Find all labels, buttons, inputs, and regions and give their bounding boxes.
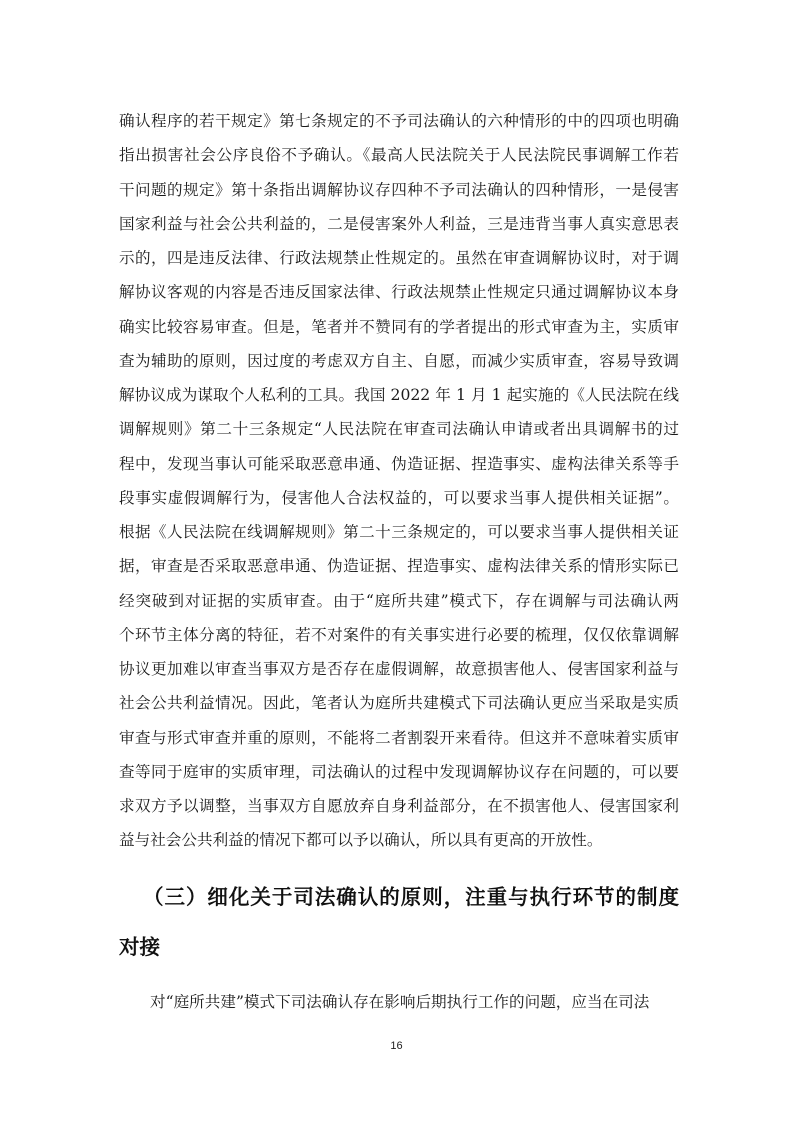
- text-line: 根据《人民法院在线调解规则》第二十三条规定的，可以要求当事人提供相关证: [119, 523, 679, 541]
- text-line: 经突破到对证据的实质审查。由于“庭所共建”模式下，存在调解与司法确认两: [119, 591, 679, 610]
- text-line: 对“庭所共建”模式下司法确认存在影响后期执行工作的问题，应当在司法: [150, 993, 650, 1011]
- body-paragraph: [119, 104, 679, 858]
- text-line: 解协议成为谋取个人私利的工具。我国 2022 年 1 月 1 起实施的《人民法院在线: [119, 386, 679, 404]
- heading-line: （三）细化关于司法确认的原则，注重与执行环节的制度: [143, 885, 679, 909]
- text-line: 个环节主体分离的特征，若不对案件的有关事实进行必要的梳理，仅仅依靠调解: [119, 625, 679, 644]
- section-heading: [119, 872, 679, 972]
- text-line: 确认程序的若干规定》第七条规定的不予司法确认的六种情形的中的四项也明确: [119, 112, 679, 130]
- text-line: 解协议客观的内容是否违反国家法律、行政法规禁止性规定只通过调解协议本身: [119, 283, 679, 302]
- text-line: 程中，发现当事认可能采取恶意串通、伪造证据、捏造事实、虚构法律关系等手: [119, 454, 679, 473]
- text-line: 查为辅助的原则，因过度的考虑双方自主、自愿，而减少实质审查，容易导致调: [119, 351, 679, 370]
- text-line: 国家利益与社会公共利益的，二是侵害案外人利益，三是违背当事人真实意思表: [119, 214, 679, 233]
- text-line: 调解规则》第二十三条规定“人民法院在审查司法确认申请或者出具调解书的过: [119, 420, 679, 439]
- text-line: 审查与形式审查并重的原则，不能将二者割裂开来看待。但这并不意味着实质审: [119, 728, 679, 747]
- text-line: 社会公共利益情况。因此，笔者认为庭所共建模式下司法确认更应当采取是实质: [119, 694, 679, 713]
- text-line: 求双方予以调整，当事双方自愿放弃自身利益部分，在不损害他人、侵害国家利: [119, 797, 679, 815]
- text-line: 益与社会公共利益的情况下都可以予以确认，所以具有更高的开放性。: [119, 831, 603, 850]
- text-line: 据，审查是否采取恶意串通、伪造证据、捏造事实、虚构法律关系的情形实际已: [119, 557, 679, 576]
- text-line: 指出损害社会公序良俗不予确认。《最高人民法院关于人民法院民事调解工作若: [119, 146, 679, 165]
- text-line: 干问题的规定》第十条指出调解协议存四种不予司法确认的四种情形，一是侵害: [119, 180, 679, 199]
- text-line: 段事实虚假调解行为，侵害他人合法权益的，可以要求当事人提供相关证据”。: [119, 488, 679, 507]
- body-paragraph: [119, 985, 679, 1019]
- text-line: 示的，四是违反法律、行政法规禁止性规定的。虽然在审查调解协议时，对于调: [119, 249, 679, 267]
- page-number: 16: [390, 1040, 403, 1052]
- text-line: 确实比较容易审查。但是，笔者并不赞同有的学者提出的形式审查为主，实质审: [119, 317, 679, 336]
- heading-line: 对接: [119, 935, 160, 959]
- text-line: 协议更加难以审查当事双方是否存在虚假调解，故意损害他人、侵害国家利益与: [119, 660, 679, 678]
- text-line: 查等同于庭审的实质审理，司法确认的过程中发现调解协议存在问题的，可以要: [119, 762, 679, 781]
